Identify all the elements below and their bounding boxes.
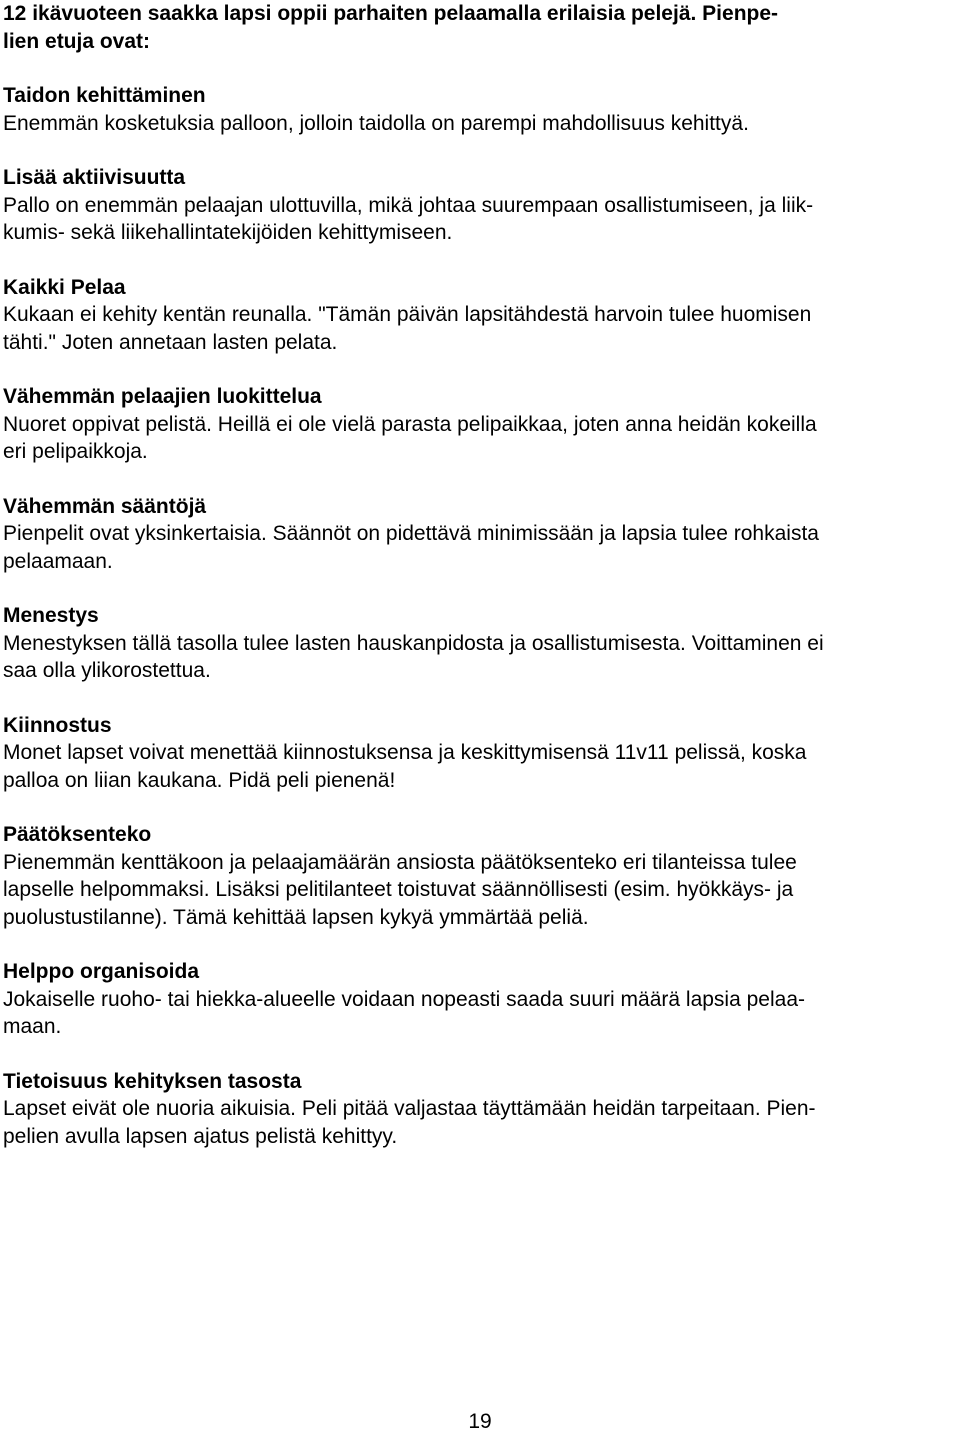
- intro-line: lien etuja ovat:: [3, 29, 151, 53]
- section-title: Helppo organisoida: [3, 960, 200, 983]
- section-body-line: eri pelipaikkoja.: [3, 440, 148, 463]
- section-body-line: saa olla ylikorostettua.: [3, 659, 211, 682]
- section-body-line: pelaamaan.: [3, 549, 113, 573]
- section: [3, 602, 948, 685]
- page-number: 19: [468, 1410, 492, 1433]
- section-title: Lisää aktiivisuutta: [3, 166, 186, 189]
- section-title: Kaikki Pelaa: [3, 275, 126, 299]
- section-body-line: pelien avulla lapsen ajatus pelistä kehittyy.: [3, 1124, 398, 1148]
- section-title: Päätöksenteko: [3, 823, 152, 846]
- section: [3, 821, 948, 931]
- section: [3, 274, 948, 357]
- section-body-line: Pienemmän kenttäkoon ja pelaajamäärän ansiosta päätöksenteko eri tilanteissa tulee: [3, 850, 797, 874]
- section-title: Kiinnostus: [3, 713, 112, 737]
- section-body-line: lapselle helpommaksi. Lisäksi pelitilanteet toistuvat säännöllisesti (esim. hyökkäys- ja: [3, 878, 794, 901]
- section-title: Tietoisuus kehityksen tasosta: [3, 1069, 302, 1093]
- section: [3, 383, 948, 466]
- section-body-line: Menestyksen tällä tasolla tulee lasten hauskanpidosta ja osallistumisesta. Voittaminen ei: [3, 631, 824, 655]
- section-body-line: kumis- sekä liikehallintatekijöiden kehittymiseen.: [3, 221, 453, 244]
- section-body-line: Kukaan ei kehity kentän reunalla. "Tämän päivän lapsitähdestä harvoin tulee huomisen: [3, 303, 812, 326]
- section-body-line: Jokaiselle ruoho- tai hiekka-alueelle voidaan nopeasti saada suuri määrä lapsia pelaa-: [3, 987, 805, 1011]
- section-body-line: Enemmän kosketuksia palloon, jolloin taidolla on parempi mahdollisuus kehittyä.: [3, 111, 749, 135]
- section-body-line: Pallo on enemmän pelaajan ulottuvilla, mikä johtaa suurempaan osallistumiseen, ja liik-: [3, 193, 814, 217]
- section-body-line: Monet lapset voivat menettää kiinnostuksensa ja keskittymisensä 11v11 pelissä, koska: [3, 741, 807, 764]
- section-body-line: Pienpelit ovat yksinkertaisia. Säännöt on pidettävä minimissään ja lapsia tulee rohkaista: [3, 522, 819, 545]
- section-body-line: maan.: [3, 1015, 62, 1038]
- section: [3, 493, 948, 576]
- section: [3, 164, 948, 247]
- section-title: Vähemmän sääntöjä: [3, 494, 207, 518]
- intro-line: 12 ikävuoteen saakka lapsi oppii parhaiten pelaamalla erilaisia pelejä. Pienpe-: [3, 2, 779, 25]
- section: [3, 82, 948, 137]
- section: [3, 1068, 948, 1151]
- document-page: [3, 0, 948, 1150]
- section-title: Menestys: [3, 604, 99, 627]
- section-title: Vähemmän pelaajien luokittelua: [3, 385, 322, 408]
- section-body-line: palloa on liian kaukana. Pidä peli pienenä!: [3, 768, 396, 792]
- section-title: Taidon kehittäminen: [3, 84, 206, 107]
- section-body-line: tähti." Joten annetaan lasten pelata.: [3, 330, 338, 354]
- section-body-line: puolustustilanne). Tämä kehittää lapsen kykyä ymmärtää peliä.: [3, 905, 589, 929]
- section: [3, 958, 948, 1041]
- intro-paragraph: [3, 0, 948, 55]
- section-body-line: Nuoret oppivat pelistä. Heillä ei ole vielä parasta pelipaikkaa, joten anna heidän kokeilla: [3, 412, 817, 436]
- section: [3, 712, 948, 795]
- section-body-line: Lapset eivät ole nuoria aikuisia. Peli pitää valjastaa täyttämään heidän tarpeitaan. Pien-: [3, 1097, 816, 1120]
- sections-list: [3, 82, 948, 1150]
